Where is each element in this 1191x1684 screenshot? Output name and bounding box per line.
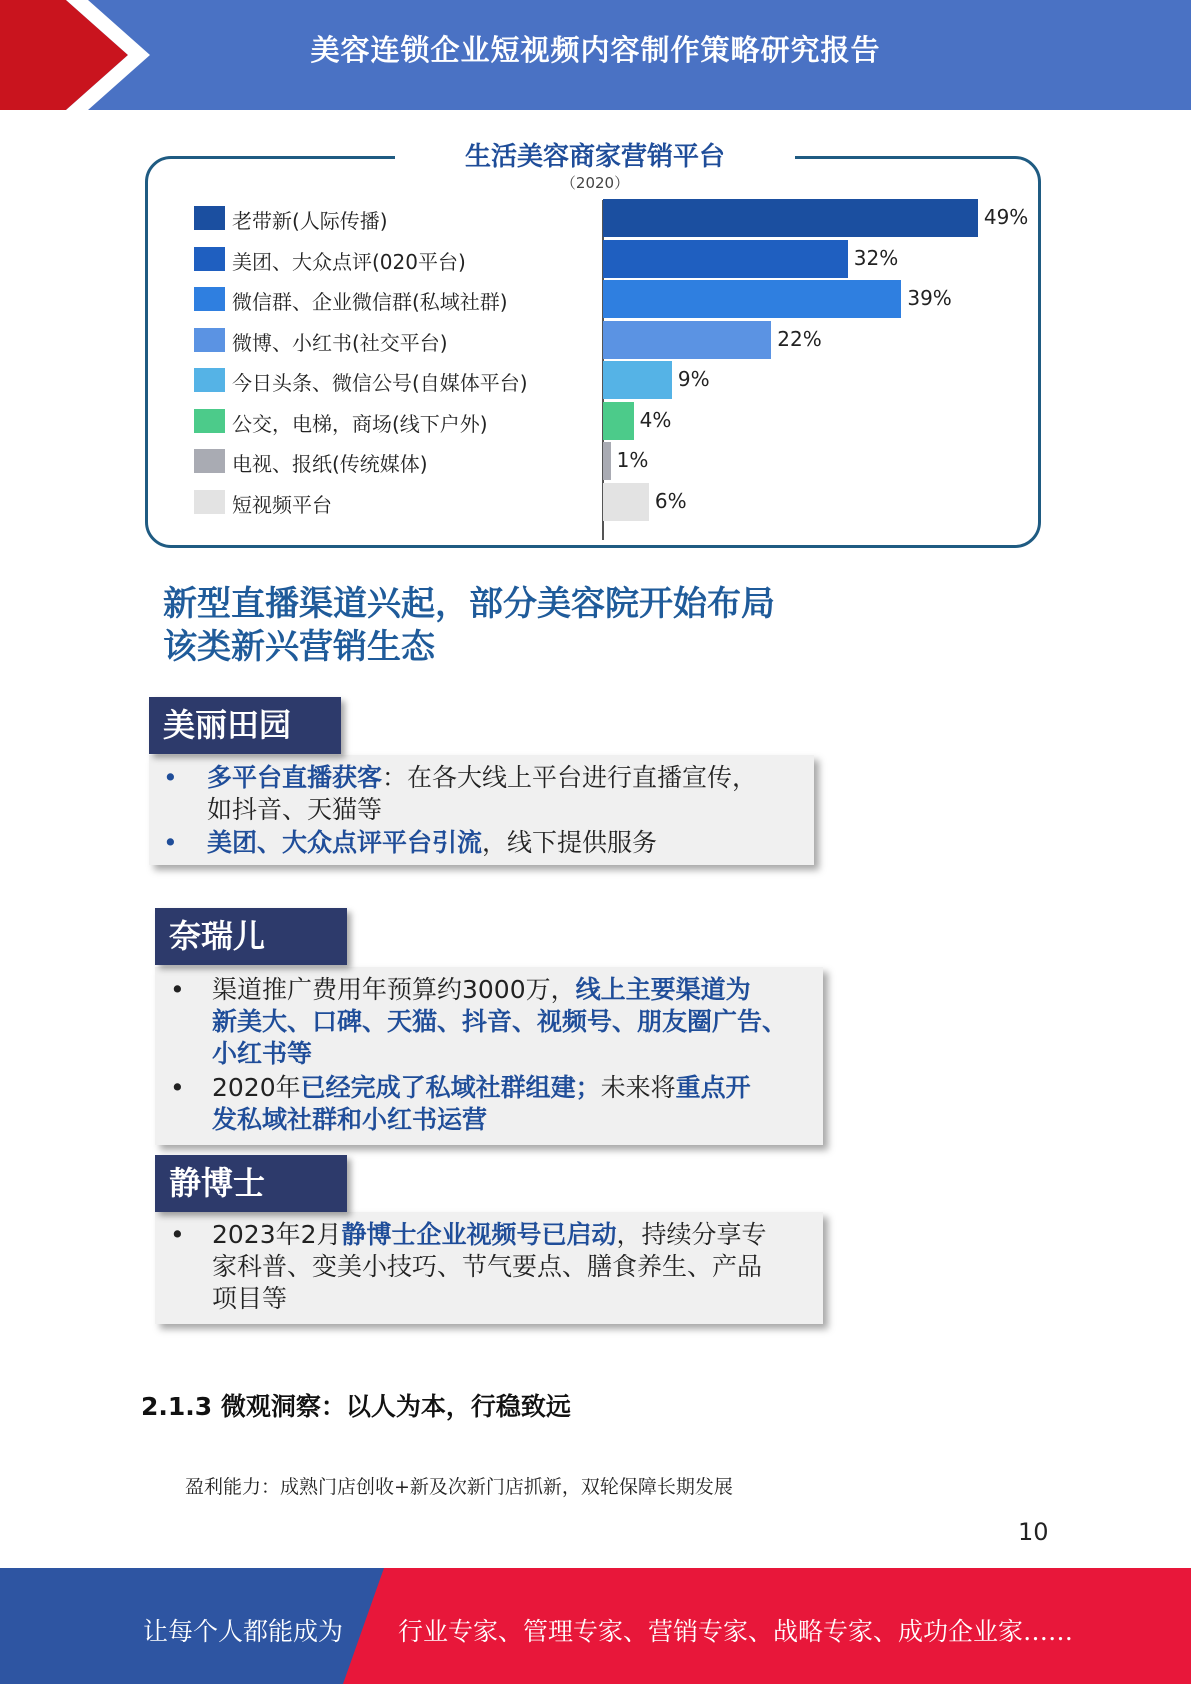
- bullet-text: 2020年已经完成了私域社群组建；未来将重点开 发私域社群和小红书运营: [212, 1073, 751, 1134]
- footer-slogan-left: 让每个人都能成为: [143, 1617, 344, 1646]
- chart-bar: [603, 361, 672, 399]
- bullet-dot: •: [163, 763, 178, 792]
- chart-bar: [603, 321, 771, 359]
- legend-label: 短视频平台: [232, 492, 332, 517]
- report-title: 美容连锁企业短视频内容制作策略研究报告: [310, 33, 881, 67]
- bar-value-label: 4%: [639, 407, 672, 432]
- bullet-dot: •: [163, 828, 178, 857]
- bullet-text: 2023年2月静博士企业视频号已启动，持续分享专 家科普、变美小技巧、节气要点、膳食养生、产品 项目等: [212, 1220, 767, 1313]
- legend-swatch: [194, 449, 225, 473]
- company-label: 美丽田园: [149, 697, 341, 754]
- bar-value-label: 9%: [677, 367, 710, 391]
- legend-swatch: [194, 490, 225, 514]
- bar-value-label: 22%: [777, 326, 822, 351]
- chart-title-area: [395, 138, 795, 198]
- chart-title: 生活美容商家营销平台: [464, 142, 725, 172]
- bar-value-label: 39%: [907, 286, 952, 310]
- chart-bar: [603, 442, 611, 480]
- page-number: 10: [1018, 1518, 1049, 1546]
- legend-label: 美团、大众点评(020平台): [232, 249, 466, 274]
- bar-value-label: 32%: [853, 245, 899, 270]
- bullet-dot: •: [170, 975, 185, 1004]
- bullet-text: 美团、大众点评平台引流，线下提供服务: [207, 828, 658, 857]
- chart-bar: [603, 483, 649, 521]
- legend-swatch: [194, 409, 225, 433]
- legend-label: 今日头条、微信公号(自媒体平台): [232, 371, 528, 395]
- bullet-text: 渠道推广费用年预算约3000万，线上主要渠道为 新美大、口碑、天猫、抖音、视频号、朋友圈广告、 小红书等: [212, 975, 788, 1068]
- page-header: [0, 0, 1191, 110]
- main-heading-line1: 新型直播渠道兴起，部分美容院开始布局: [163, 584, 775, 624]
- footer-slogan-right: 行业专家、管理专家、营销专家、战略专家、成功企业家……: [398, 1617, 1074, 1646]
- legend-swatch: [194, 287, 225, 311]
- bullet-dot: •: [170, 1073, 185, 1102]
- bar-value-label: 1%: [616, 448, 649, 472]
- legend-label: 微博、小红书(社交平台): [232, 330, 448, 355]
- bar-value-label: 49%: [983, 205, 1029, 229]
- legend-swatch: [194, 368, 225, 392]
- chart-bar: [603, 240, 848, 278]
- bar-value-label: 6%: [654, 488, 687, 513]
- legend-label: 公交，电梯，商场(线下户外): [232, 411, 488, 436]
- company-label: 静博士: [155, 1155, 347, 1212]
- bullet-dot: •: [170, 1220, 185, 1249]
- legend-swatch: [194, 247, 225, 271]
- legend-swatch: [194, 328, 225, 352]
- legend-swatch: [194, 206, 225, 230]
- main-heading-line2: 该类新兴营销生态: [163, 627, 435, 667]
- section-body-text: 盈利能力：成熟门店创收+新及次新门店抓新，双轮保障长期发展: [185, 1476, 733, 1498]
- legend-label: 电视、报纸(传统媒体): [232, 452, 428, 476]
- section-heading: 2.1.3 微观洞察：以人为本，行稳致远: [141, 1392, 571, 1421]
- company-label: 奈瑞儿: [155, 908, 347, 965]
- legend-label: 微信群、企业微信群(私域社群): [232, 290, 508, 314]
- main-heading: [163, 583, 863, 669]
- chart-bar: [603, 199, 978, 237]
- legend-label: 老带新(人际传播): [232, 209, 388, 233]
- bullet-text: 多平台直播获客：在各大线上平台进行直播宣传， 如抖音、天猫等: [207, 763, 758, 824]
- chart-bar: [603, 402, 634, 440]
- chart-bar: [603, 280, 901, 318]
- chart-subtitle: （2020）: [560, 174, 630, 192]
